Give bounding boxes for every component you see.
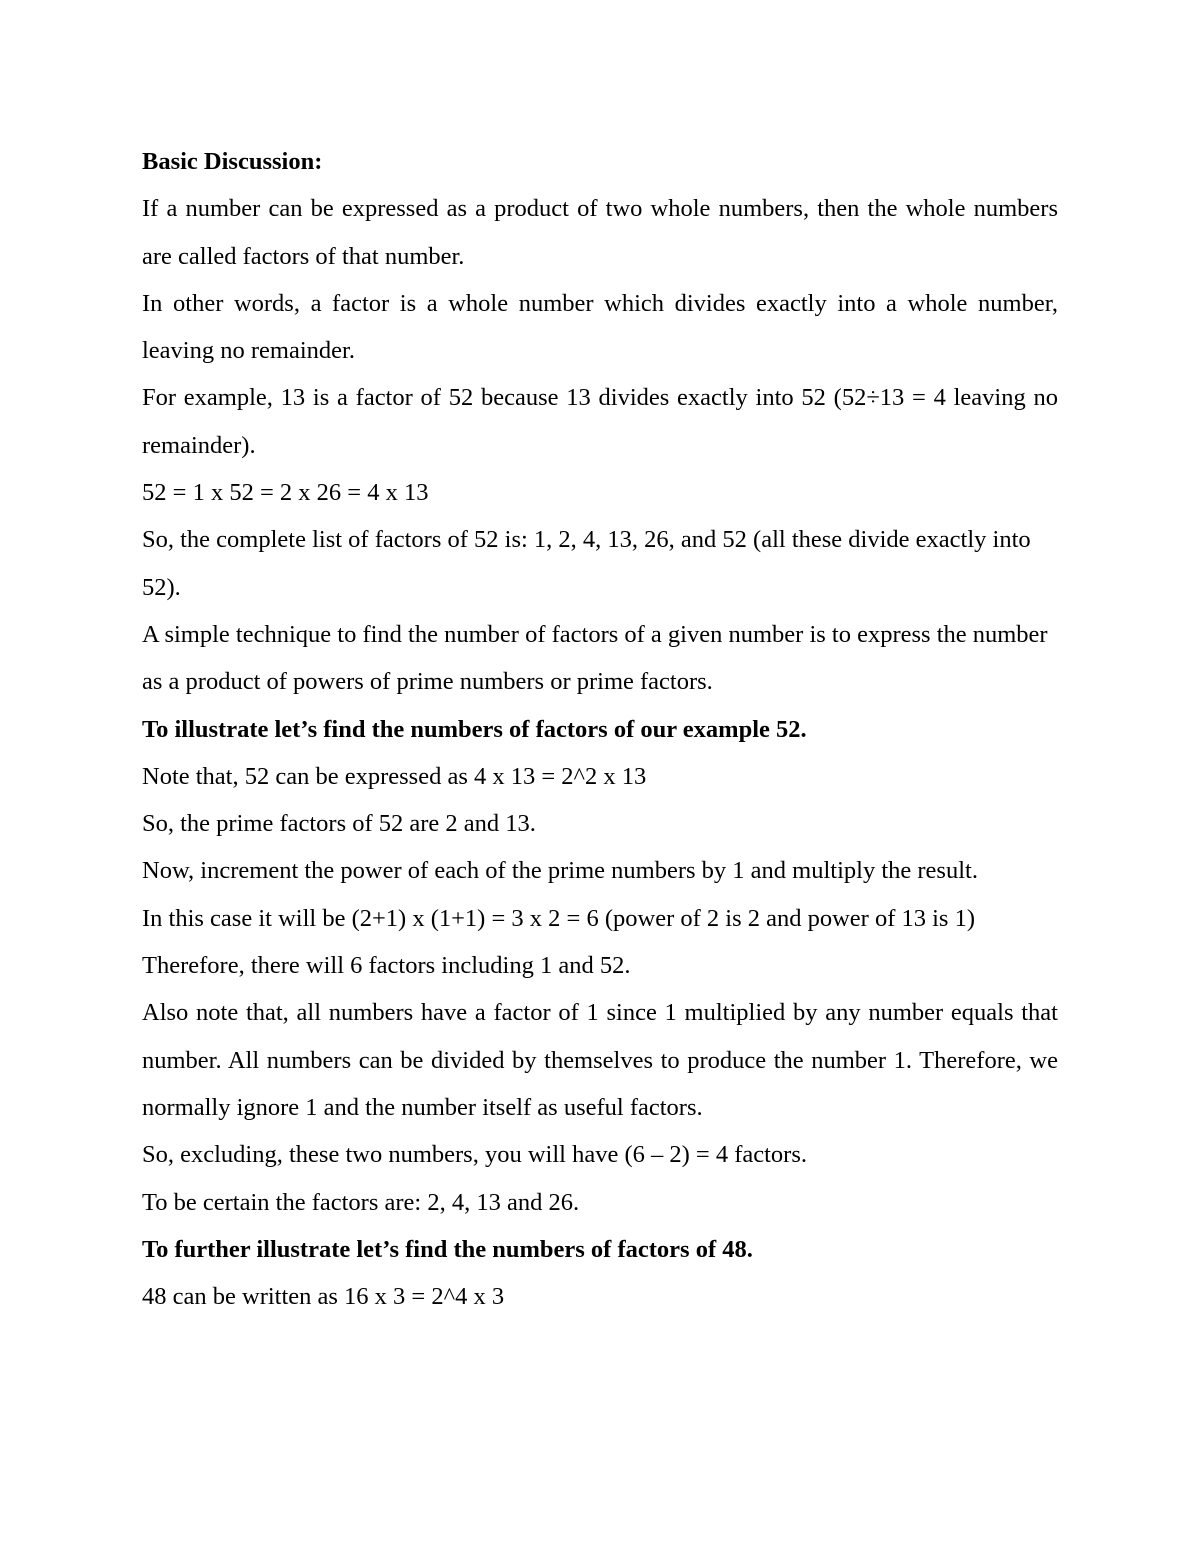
paragraph-increment: Now, increment the power of each of the prime numbers by 1 and multiply the result. (142, 857, 978, 885)
paragraph-calculation: In this case it will be (2+1) x (1+1) = 3 x 2 = 6 (power of 2 is 2 and power of 13 is 1) (142, 904, 975, 932)
document-body (142, 138, 1058, 1320)
equation-48: 48 can be written as 16 x 3 = 2^4 x 3 (142, 1283, 505, 1311)
paragraph-six-factors: Therefore, there will 6 factors including 1 and 52. (142, 952, 631, 980)
paragraph-other-words: In other words, a factor is a whole number which divides exactly into a whole number, leaving no remainder. (142, 289, 1058, 365)
paragraph-illustrate-48: To further illustrate let’s find the numbers of factors of 48. (142, 1235, 753, 1263)
equation-52: 52 = 1 x 52 = 2 x 26 = 4 x 13 (142, 479, 429, 507)
section-heading: Basic Discussion: (142, 148, 323, 175)
paragraph-technique: A simple technique to find the number of factors of a given number is to express the number as a product of powers of prime numbers or prime factors. (142, 620, 1048, 696)
paragraph-prime-factors: So, the prime factors of 52 are 2 and 13. (142, 810, 536, 838)
paragraph-example: For example, 13 is a factor of 52 because 13 divides exactly into 52 (52÷13 = 4 leaving no remainder). (142, 384, 1058, 459)
paragraph-expressed: Note that, 52 can be expressed as 4 x 13 = 2^2 x 13 (142, 762, 647, 790)
paragraph-definition: If a number can be expressed as a product of two whole numbers, then the whole numbers are called factors of that number. (142, 195, 1058, 270)
paragraph-illustrate-52: To illustrate let’s find the numbers of factors of our example 52. (142, 715, 807, 743)
paragraph-factor-one: Also note that, all numbers have a factor of 1 since 1 multiplied by any number equals that number. All numbers can be divided by themselves to produce the number 1. Therefore, we normally ignore 1 and the number itself as useful factors. (142, 999, 1058, 1121)
paragraph-factor-list: So, the complete list of factors of 52 is: 1, 2, 4, 13, 26, and 52 (all these divide exactly into 52). (142, 526, 1031, 601)
paragraph-excluding: So, excluding, these two numbers, you will have (6 – 2) = 4 factors. (142, 1141, 807, 1169)
paragraph-certain: To be certain the factors are: 2, 4, 13 and 26. (142, 1188, 580, 1216)
